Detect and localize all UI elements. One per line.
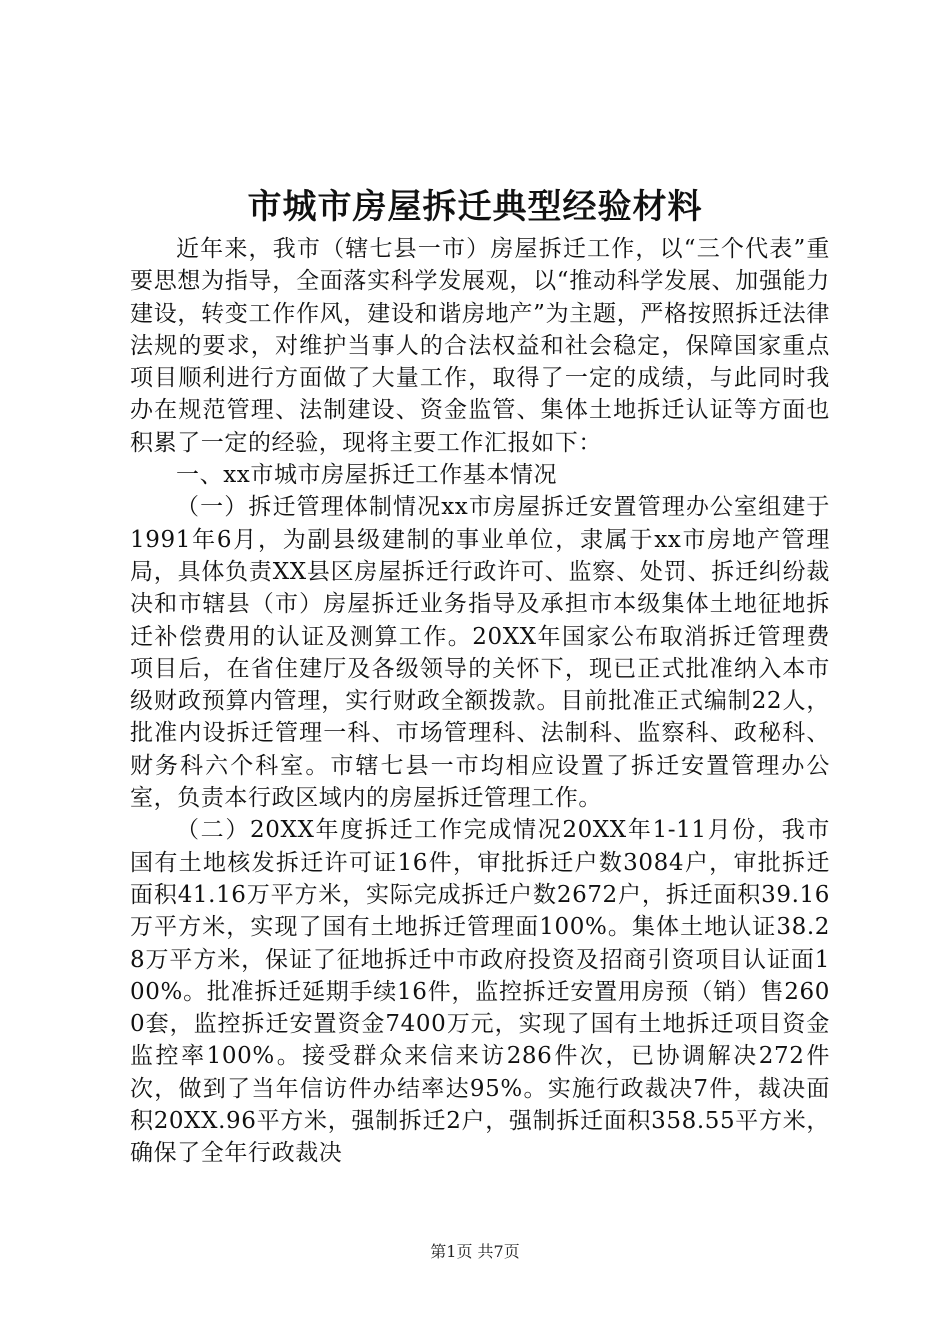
page-total: 共7页 (477, 1242, 520, 1261)
document-body (130, 233, 830, 1170)
management-system-paragraph: （一）拆迁管理体制情况xx市房屋拆迁安置管理办公室组建于1991年6月，为副县级建制的事业单位，隶属于xx市房地产管理局，具体负责XX县区房屋拆迁行政许可、监察、处罚、拆迁纠纷裁决和市辖县（市）房屋拆迁业务指导及承担市本级集体土地征地拆迁补偿费用的认证及测算工作。20XX年国家公布取消拆迁管理费项目后，在省住建厅及各级领导的关怀下，现已正式批准纳入本市级财政预算内管理，实行财政全额拨款。目前批准正式编制22人，批准内设拆迁管理一科、市场管理科、法制科、监察科、政秘科、财务科六个科室。市辖七县一市均相应设置了拆迁安置管理办公室，负责本行政区域内的房屋拆迁管理工作。 (130, 494, 830, 812)
page-number: 第1页 (430, 1242, 473, 1261)
intro-paragraph: 近年来，我市（辖七县一市）房屋拆迁工作，以“三个代表”重要思想为指导，全面落实科学发展观，以“推动科学发展、加强能力建设，转变工作作风，建设和谐房地产”为主题，严格按照拆迁法律法规的要求，对维护当事人的合法权益和社会稳定，保障国家重点项目顺利进行方面做了大量工作，取得了一定的成绩，与此同时我办在规范管理、法制建设、资金监管、集体土地拆迁认证等方面也积累了一定的经验，现将主要工作汇报如下： (130, 236, 830, 456)
page-footer (0, 1240, 950, 1264)
document-title: 市城市房屋拆迁典型经验材料 (247, 187, 703, 227)
annual-completion-paragraph: （二）20XX年度拆迁工作完成情况20XX年1-11月份，我市国有土地核发拆迁许可证16件，审批拆迁户数3084户，审批拆迁面积41.16万平方米，实际完成拆迁户数2672户，拆迁面积39.16万平方米，实现了国有土地拆迁管理面100%。集体土地认证38.28万平方米，保证了征地拆迁中市政府投资及招商引资项目认证面100%。批准拆迁延期手续16件，监控拆迁安置用房预（销）售2600套，监控拆迁安置资金7400万元，实现了国有土地拆迁项目资金监控率100%。接受群众来信来访286件次，已协调解决272件次，做到了当年信访件办结率达95%。实施行政裁决7件，裁决面积20XX.96平方米，强制拆迁2户，强制拆迁面积358.55平方米，确保了全年行政裁决 (130, 817, 830, 1167)
section-heading: 一、xx市城市房屋拆迁工作基本情况 (176, 462, 558, 489)
